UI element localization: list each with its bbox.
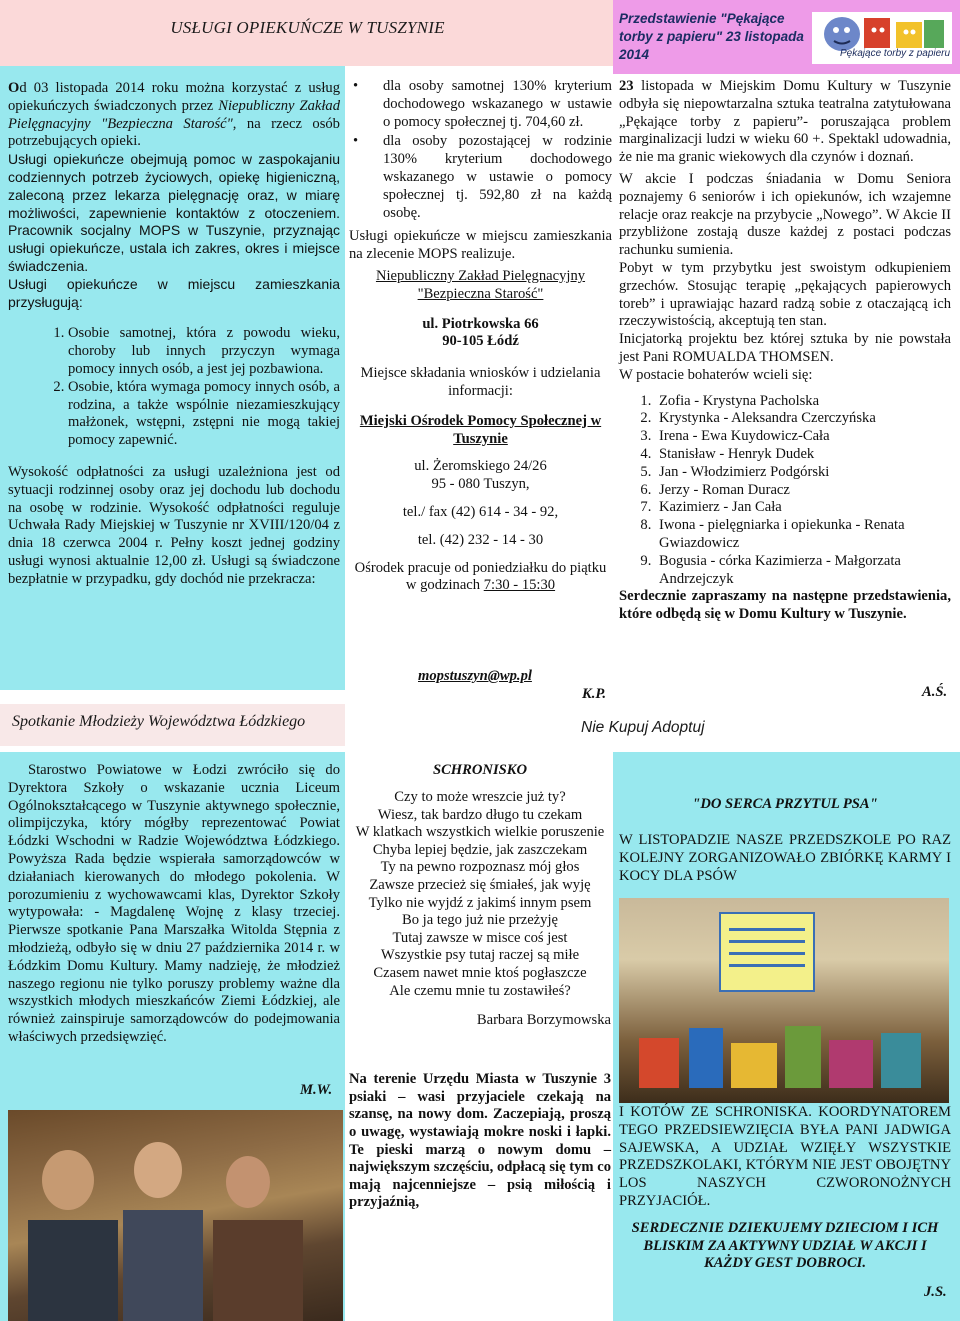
shelter-poem-column bbox=[349, 762, 611, 1212]
list-item: 2. Osobie, która wymaga pomocy innych osób, a rodzina, a także wspólnie niezamieszkujący małżonek, wstępni, zstępni nie mogą takiej pomocy zapewnić. bbox=[68, 379, 340, 450]
adoption-appeal: Na terenie Urzędu Miasta w Tuszynie 3 psiaki – wasi przyjaciele czekają na szansę, na nowy dom. Zaczepiają, proszą o uwagę, wystawiają mokre noski i łapki. Te pieski marzą o nowym domu – największym szczęściu, odpłacą się tym co mają najcenniejsze – psią miłością i przyjaźnią, bbox=[349, 1071, 611, 1211]
provider-street: ul. Piotrkowska 66 bbox=[422, 315, 539, 332]
mops-city: 95 - 080 Tuszyn, bbox=[431, 476, 530, 493]
adopt-title: Nie Kupuj Adoptuj bbox=[581, 719, 705, 736]
applications-info: Miejsce składania wniosków i udzielania informacji: bbox=[360, 365, 601, 399]
youth-meeting-paragraph: Starostwo Powiatowe w Łodzi zwróciło się do Dyrektora Szkoły o wskazanie ucznia Liceum Ogólnokształcącego w Tuszynie aktywnego społecznie, olimpijczyka, który mógłby reprezentować Powiat Łódzki Wschodni w Radzie Województwa Łódzkiego. Powyższa Rada będzie wspierała samorządowców w działaniach kierowanych do młodego pokolenia. W porozumieniu z wychowawcami klas, Dyrektor Szkoły wytypowała: - Magdalenę Wojnę z klasy trzeciej. Pierwsze spotkanie Pana Marszałka Witolda Stępnia z młodzieżą, odbyło się w dniu 27 października 2014 r. w Łódzkim Domu Kultury. Mamy nadzieję, że młodzież naszego regionu nie tylko poruszy problemy ważne dla wszystkich młodych mieszkańców Ziemi Łódzkiej, ale również zainspiruje samorządowców do podejmowania właściwych przedsięwzięć. bbox=[8, 762, 340, 1045]
provider-city: 90-105 Łódź bbox=[442, 333, 519, 350]
opening-hours: w godzinach 7:30 - 15:30 bbox=[405, 577, 556, 594]
column-theatre-play bbox=[619, 78, 951, 624]
list-item: 4. Stanisław - Henryk Dudek bbox=[655, 446, 951, 464]
play-intro: 23 listopada w Miejskim Domu Kultury w Tuszynie odbyła się niepowtarzalna sztuka teatralna zatytułowana „Pękające torby z papieru”- poruszająca problem marginalizacji ludzi w wieku 60 +. Spektakl udowadnia, że nie ma granic wiekowych dla czynów i doznań. bbox=[619, 78, 951, 166]
kindergarten-paragraph-1: W LISTOPADZIE NASZE PRZEDSZKOLE PO RAZ KOLEJNY ZORGANIZOWAŁO ZBIÓRKĘ KARMY I KOCY DLA PSÓW bbox=[619, 832, 951, 884]
list-item: • dla osoby pozostającej w rodzinie 130% kryterium dochodowego wskazanego w ustawie o pomocy społecznej tj. 592,80 zł na każdą osobę. bbox=[353, 133, 612, 221]
mops-street: ul. Żeromskiego 24/26 bbox=[414, 458, 547, 475]
mops-phone: tel. (42) 232 - 14 - 30 bbox=[417, 531, 544, 548]
youth-meeting-photo bbox=[8, 1110, 343, 1321]
kindergarten-paragraph-2: I KOTÓW ZE SCHRONISKA. KOORDYNATOREM TEGO PRZEDSIEWZIĘCIA BYŁA PANI JADWIGA SAJEWSKA, A UDZIAŁ WZIĘŁY WSZYSTKIE PRZEDSZKOLAKI, KTÓRYM NIE JEST OBOJĘTNY LOS NASZYCH CZWORONOŻNYCH PRZYJACIÓŁ. bbox=[619, 1104, 951, 1209]
header-right-title: Przedstawienie "Pękające torby z papieru" 23 listopada 2014 bbox=[619, 11, 804, 62]
poem-line: Zawsze przecież się śmiałeś, jak wyję bbox=[369, 876, 591, 893]
provider-name[interactable]: Niepubliczny Zakład Pielęgnacyjny "Bezpieczna Starość" bbox=[375, 267, 586, 302]
entitled-persons-list bbox=[30, 325, 340, 450]
poem-line: Wiesz, tak bardzo długo tu czekam bbox=[377, 806, 583, 823]
poem-line: W klatkach wszystkich wielkie poruszenie bbox=[355, 824, 605, 841]
list-item: 2. Krystynka - Aleksandra Czerczyńska bbox=[655, 410, 951, 428]
signature-kp: K.P. bbox=[582, 686, 607, 702]
list-item: 3. Irena - Ewa Kuydowicz-Cała bbox=[655, 428, 951, 446]
signature-js: J.S. bbox=[924, 1284, 947, 1300]
poem-line: Tylko nie wyjdź z jakimś innym psem bbox=[368, 894, 592, 911]
poem-line: Chyba lepiej będzie, jak zaszczekam bbox=[372, 841, 588, 858]
list-item: 9. Bogusia - córka Kazimierza - Małgorzata Andrzejczyk bbox=[655, 553, 951, 589]
pet-food-pile-icon bbox=[619, 898, 949, 1103]
logo-caption: Pękające torby z papieru bbox=[840, 48, 951, 59]
poem-line: Czy to może wreszcie już ty? bbox=[394, 789, 566, 805]
poem-author: Barbara Borzymowska bbox=[476, 1012, 611, 1029]
care-scope-paragraph: Usługi opiekuńcze obejmują pomoc w zaspokajaniu codziennych potrzeb życiowych, opiekę higieniczną, zaleconą przez lekarza pielęgnację oraz, w miarę możliwości, zapewnienie kontaktów z otoczeniem. Pracownik socjalny MOPS w Tuszynie, przyznając usługi opiekuńcze, ustala ich zakres, okres i miejsce świadczenia. bbox=[8, 151, 340, 274]
intro-paragraph: Od 03 listopada 2014 roku można korzystać z usług opiekuńczych świadczonych przez Niepubliczny Zakład Pielęgnacyjny "Bezpieczna Starość", na rzecz osób potrzebujących opieki. bbox=[8, 80, 340, 150]
poem-line: Ale czemu mnie tu zostawiłeś? bbox=[389, 982, 571, 999]
donations-photo bbox=[619, 898, 949, 1103]
header-left-title: USŁUGI OPIEKUŃCZE W TUSZYNIE bbox=[170, 18, 445, 37]
poem-line: Tutaj zawsze w misce coś jest bbox=[392, 929, 568, 946]
list-item: • dla osoby samotnej 130% kryterium dochodowego wskazanego w ustawie o pomocy społecznej tj. 704,60 zł. bbox=[353, 78, 612, 130]
mops-name[interactable]: Miejski Ośrodek Pomocy Społecznej w Tuszynie bbox=[359, 412, 602, 447]
poem-title: SCHRONISKO bbox=[432, 762, 528, 778]
poem-body bbox=[349, 789, 611, 1000]
column-care-services bbox=[8, 80, 340, 589]
list-item: 8. Iwona - pielęgniarka i opiekunka - Renata Gwiazdowicz bbox=[655, 517, 951, 553]
opening-days: Ośrodek pracuje od poniedziałku do piątku bbox=[354, 559, 607, 576]
poem-line: Ty na pewno rozpoznasz mój głos bbox=[380, 859, 580, 876]
thanks-note: SERDECZNIE DZIEKUJEMY DZIECIOM I ICH BLISKIM ZA AKTYWNY UDZIAŁ W AKCJI I KAŻDY GEST DOBROCI. bbox=[631, 1220, 939, 1272]
list-item: 1. Osobie samotnej, która z powodu wieku, choroby lub innych przyczyn wymaga pomocy innych osób, a jest jej pozbawiona. bbox=[68, 325, 340, 378]
list-item: 6. Jerzy - Roman Duracz bbox=[655, 482, 951, 500]
play-acts: W akcie I podczas śniadania w Domu Seniora poznajemy 6 seniorów i ich opiekunów, ich wzajemne relacje oraz reakcje na przybycie „Nowego”. W Akcie II przybliżone zostają dusze każdej z postaci podczas rachunku sumienia. bbox=[619, 170, 951, 259]
signature-as: A.Ś. bbox=[922, 684, 948, 700]
poem-line: Czasem nawet mnie ktoś pogłaszcze bbox=[373, 964, 587, 981]
mops-phone-fax: tel./ fax (42) 614 - 34 - 92, bbox=[402, 503, 559, 520]
youth-meeting-title: Spotkanie Młodzieży Województwa Łódzkiego bbox=[12, 713, 306, 730]
list-item: 7. Kazimierz - Jan Cała bbox=[655, 499, 951, 517]
audience-photo-icon bbox=[8, 1110, 343, 1321]
poem-line: Wszystkie psy tutaj raczej są miłe bbox=[380, 947, 580, 964]
payment-paragraph: Wysokość odpłatności za usługi uzależniona jest od sytuacji rodzinnej osoby oraz jej dochodu lub dochodu na osobę w rodzinie. Wysokość odpłatności reguluje Uchwała Rady Miejskiej w Tuszynie nr XVIII/120/04 z dnia 18 czerwca 2004 r. Pełny koszt jednej godziny usługi wynosi aktualnie 12,00 zł. Usługi są świadczone bezpłatnie w przypadku, gdy dochód nie przekracza: bbox=[8, 463, 340, 587]
play-therapy: Pobyt w tym przybytku jest swoistym odkupieniem grzechów. Stosując terapię „pękających papierowych toreb” i uprawiając hazard radzą sobie z otaczającą ich rzeczywistością, akceptują ten stan. bbox=[619, 259, 951, 330]
email-link[interactable]: mopstuszyn@wp.pl bbox=[418, 668, 532, 684]
play-logo bbox=[812, 12, 952, 64]
youth-meeting-article bbox=[8, 762, 340, 1047]
provider-paragraph: Usługi opiekuńcze w miejscu zamieszkania na zlecenie MOPS realizuje. bbox=[349, 228, 612, 263]
care-entitled-paragraph: Usługi opiekuńcze w miejscu zamieszkania przysługują: bbox=[8, 275, 340, 310]
invitation: Serdecznie zapraszamy na następne przedstawienia, które odbędą się w Domu Kultury w Tuszynie. bbox=[619, 588, 951, 623]
kindergarten-title: "DO SERCA PRZYTUL PSA" bbox=[692, 796, 878, 812]
signature-mw: M.W. bbox=[300, 1082, 333, 1098]
list-item: 5. Jan - Włodzimierz Podgórski bbox=[655, 464, 951, 482]
column-provider-info bbox=[349, 78, 612, 595]
list-item: 1. Zofia - Krystyna Pacholska bbox=[655, 393, 951, 411]
cast-list bbox=[655, 393, 951, 589]
cast-intro: W postacie bohaterów wcieli się: bbox=[619, 366, 813, 383]
poem-line: Bo ja tego już nie przeżyję bbox=[401, 912, 558, 929]
play-initiator: Inicjatorką projektu bez której sztuka by nie powstała jest Pani ROMUALDA THOMSEN. bbox=[619, 331, 951, 365]
income-criteria-list bbox=[349, 78, 612, 222]
